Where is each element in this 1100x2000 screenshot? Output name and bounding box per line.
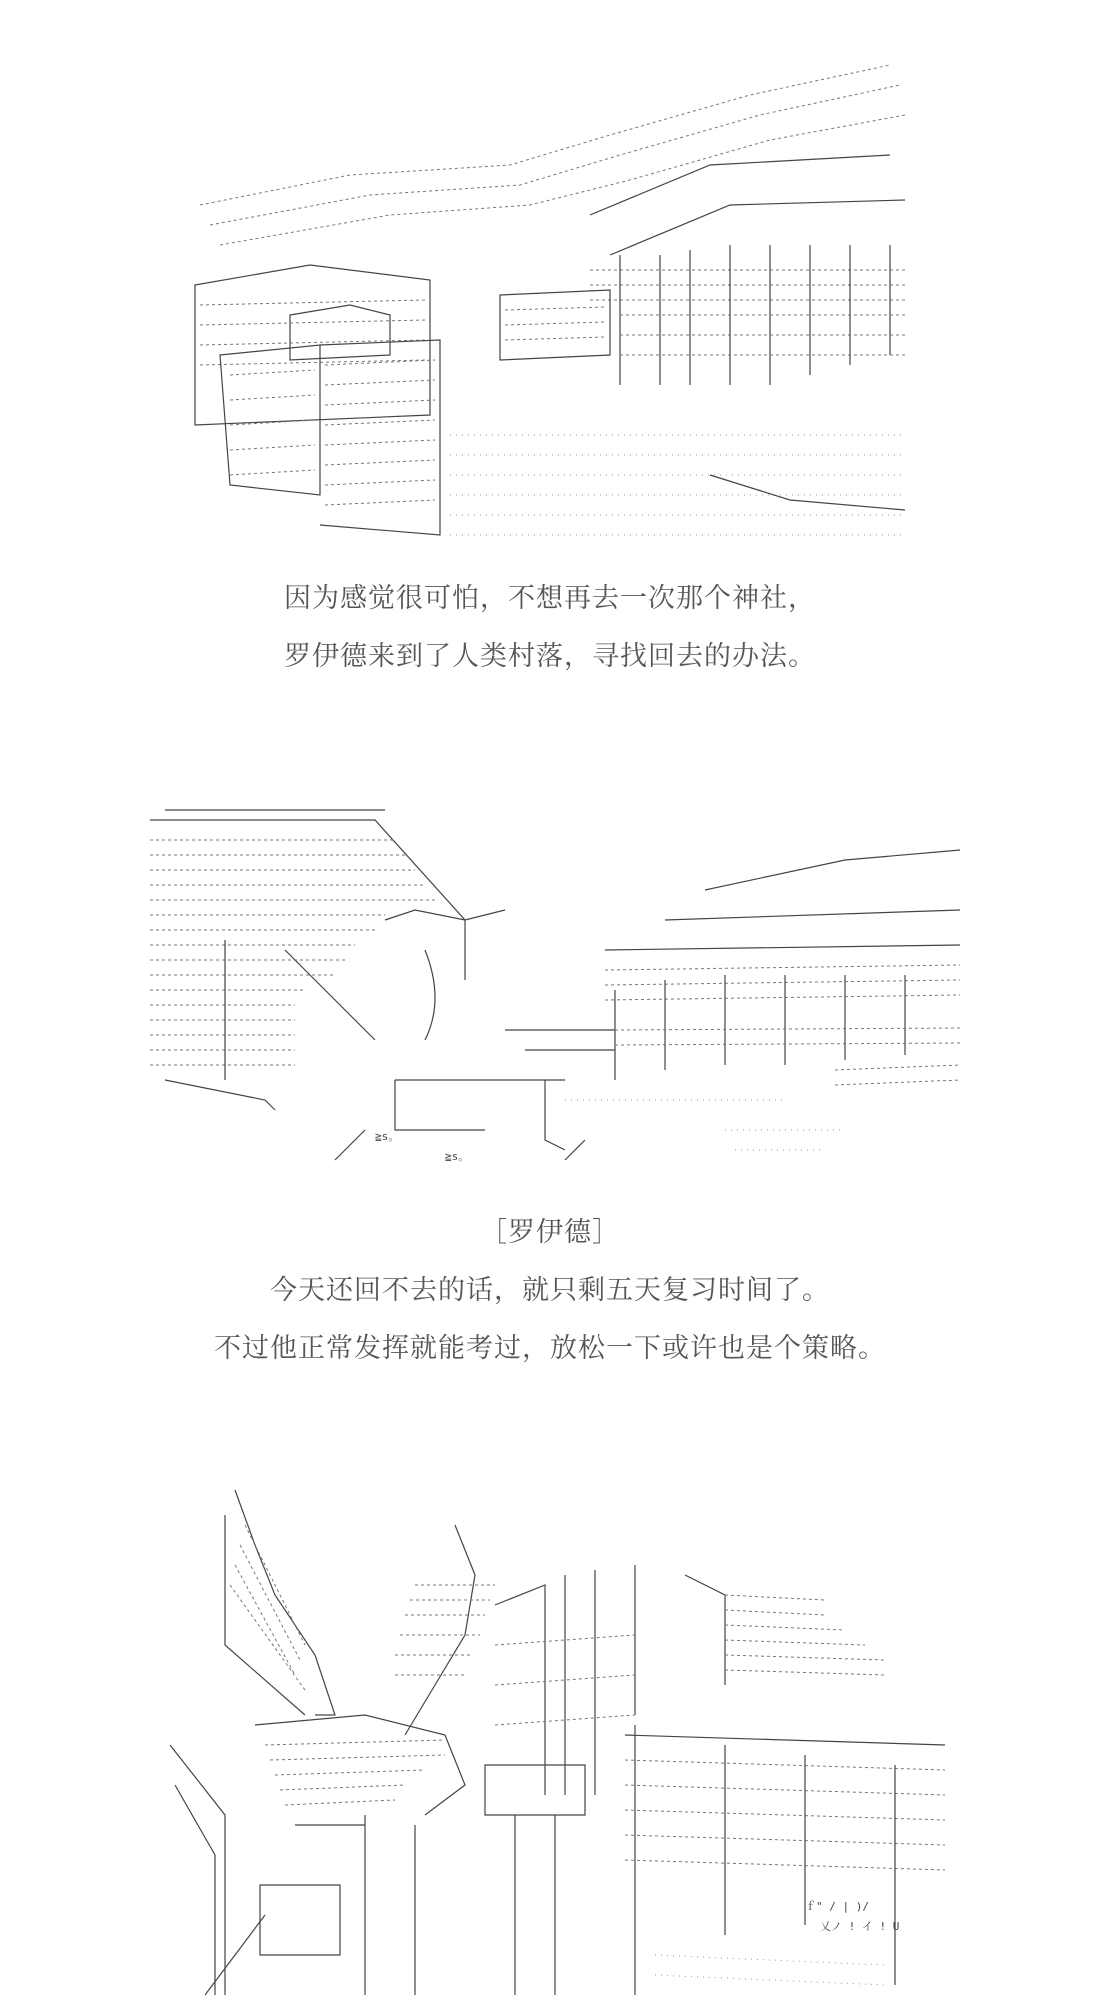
ascii-art-panel-rabbit-girl-shop — [165, 1485, 955, 2000]
right-houses — [500, 245, 905, 385]
svg-text:≧s。: ≧s。 — [445, 1150, 470, 1163]
ascii-art-panel-village-street — [190, 55, 910, 550]
left-building — [150, 810, 465, 1110]
svg-text:乂ノ ! イ ! U: 乂ノ ! イ ! U — [820, 1920, 900, 1933]
rabbit-ears — [225, 1490, 495, 1735]
character-silhouette — [335, 910, 585, 1163]
village-street-art — [190, 55, 910, 550]
right-buildings — [505, 850, 960, 1150]
rabbit-girl-shop-art — [165, 1485, 955, 2000]
svg-text:ｆ" / | )/: ｆ" / | )/ — [805, 1900, 869, 1913]
caption-scene2-line2: 不过他正常发挥就能考过，放松一下或许也是个策略。 — [214, 1333, 886, 1364]
speaker-name: ［罗伊德］ — [480, 1217, 620, 1248]
caption-scene1-line1: 因为感觉很可怕，不想再去一次那个神社， — [284, 583, 816, 614]
shop-building — [365, 1565, 945, 1995]
left-houses — [195, 265, 440, 535]
ascii-art-panel-character-village — [145, 800, 965, 1190]
girl-figure — [170, 1715, 465, 1995]
caption-scene2-line1: 今天还回不去的话，就只剩五天复习时间了。 — [270, 1275, 830, 1306]
caption-scene1-line2: 罗伊德来到了人类村落，寻找回去的办法。 — [284, 641, 816, 672]
svg-text:≧s。: ≧s。 — [375, 1130, 400, 1143]
character-village-art — [145, 800, 965, 1190]
street-ground — [450, 435, 905, 535]
roof-lines — [200, 65, 905, 300]
